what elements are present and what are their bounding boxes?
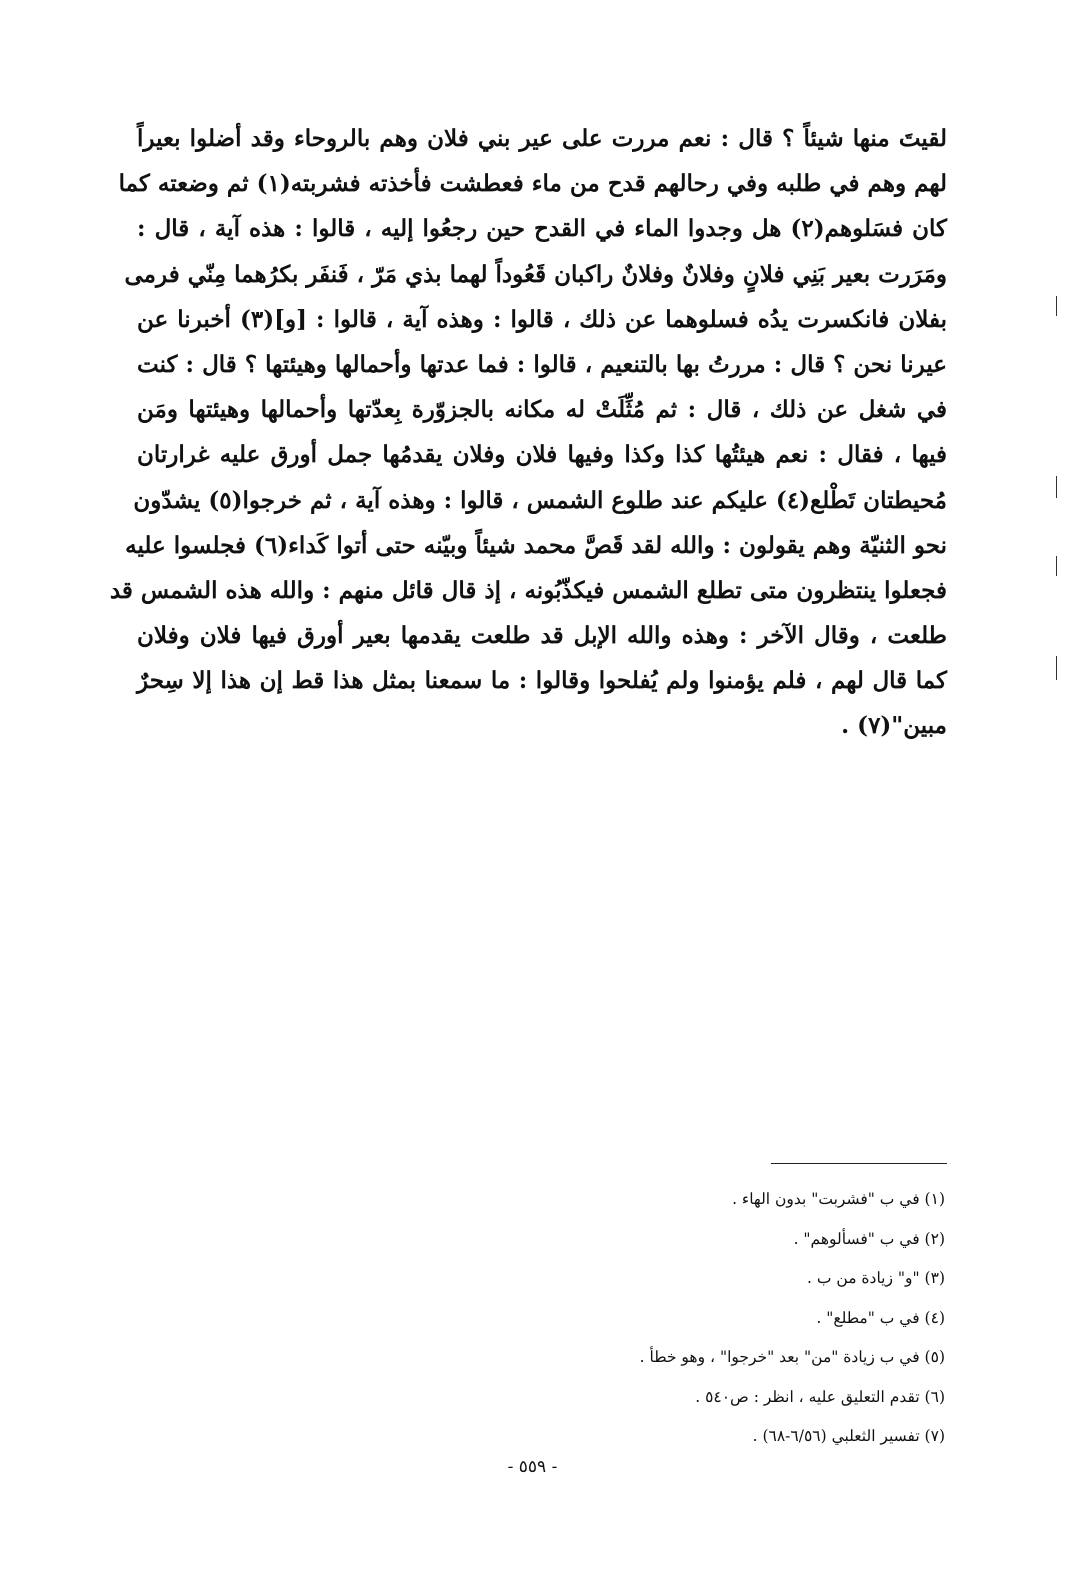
- text-line: طلعت ، وقال الآخر : وهذه والله الإبل قد طلعت يقدمها بعير أورق فيها فلان وفلان: [137, 622, 947, 650]
- footnotes-block: [125, 1180, 945, 1457]
- main-text-block: [109, 116, 948, 749]
- footnote-1: (١) في ب "فشربت" بدون الهاء .: [732, 1190, 945, 1208]
- text-line: مُحيطتان تَطْلع(٤) عليكم عند طلوع الشمس ، قالوا : وهذه آية ، ثم خرجوا(٥) يشدّون: [133, 486, 947, 514]
- text-line: كان فسَلوهم(٢) هل وجدوا الماء في القدح حين رجعُوا إليه ، قالوا : هذه آية ، قال :: [137, 215, 947, 243]
- text-line: عيرنا نحن ؟ قال : مررتُ بها بالتنعيم ، قالوا : فما عدتها وأحمالها وهيئتها ؟ قال : كنت: [137, 350, 947, 378]
- footnote-5: (٥) في ب زيادة "من" بعد "خرجوا" ، وهو خطأ .: [639, 1348, 945, 1366]
- text-line: نحو الثنيّة وهم يقولون : والله لقد قَصَّ محمد شيئاً وبيّنه حتى أتوا كَداء(٦) فجلسوا عليه: [125, 531, 947, 559]
- footnote-separator: [771, 1163, 947, 1164]
- text-line: فيها ، فقال : نعم هيئتُها كذا وكذا وفيها فلان وفلان يقدمُها جمل أورق عليه غرارتان: [137, 441, 947, 469]
- scan-edge-mark: [1056, 296, 1058, 316]
- text-line: ومَرَرت بعير بَنِي فلانٍ وفلانٌ وفلانٌ راكبان قَعُوداً لهما بذي مَرّ ، فَنفَر بكرُهما مِنّي فرمى: [124, 260, 947, 288]
- text-line: في شغل عن ذلك ، قال : ثم مُثِّلَتْ له مكانه بالجزوّرة بِعدّتها وأحمالها وهيئتها ومَن: [137, 396, 947, 424]
- footnote-7: (٧) تفسير الثعلبي (٦/٥٦-٦٨) .: [752, 1427, 945, 1445]
- text-line: مبين"(٧) .: [841, 712, 947, 740]
- scan-edge-mark: [1056, 656, 1058, 680]
- text-line: لقيتَ منها شيئاً ؟ قال : نعم مررت على عير بني فلان وهم بالروحاء وقد أضلوا بعيراً: [137, 125, 947, 152]
- text-line: بفلان فانكسرت يدُه فسلوهما عن ذلك ، قالوا : وهذه آية ، قالوا : [و](٣) أخبرنا عن: [137, 305, 948, 333]
- scan-edge-mark: [1056, 476, 1058, 498]
- footnote-2: (٢) في ب "فسألوهم" .: [793, 1229, 945, 1248]
- footnote-6: (٦) تقدم التعليق عليه ، انظر : ص٥٤٠ .: [695, 1387, 945, 1406]
- footnote-4: (٤) في ب "مطلع" .: [816, 1308, 945, 1327]
- text-line: كما قال لهم ، فلم يؤمنوا ولم يُفلحوا وقالوا : ما سمعنا بمثل هذا قط إن هذا إلا سِحرٌ: [137, 667, 947, 695]
- footnote-3: (٣) "و" زيادة من ب .: [807, 1269, 945, 1287]
- scan-edge-mark: [1056, 556, 1058, 576]
- page-number: - ٥٥٩ -: [507, 1457, 558, 1477]
- text-line: فجعلوا ينتظرون متى تطلع الشمس فيكذّبُونه ، إذ قال قائل منهم : والله هذه الشمس قد: [109, 576, 947, 604]
- text-line: لهم وهم في طلبه وفي رحالهم قدح من ماء فعطشت فأخذته فشربته(١) ثم وضعته كما: [118, 170, 947, 198]
